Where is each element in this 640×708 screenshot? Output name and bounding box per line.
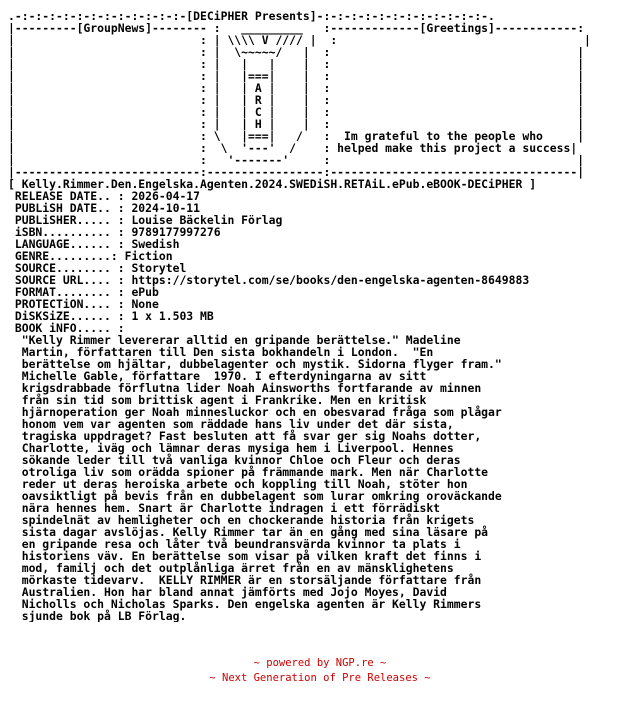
book-description — [8, 334, 634, 622]
group-line: .-:-:-:-:-:-:-:-:-:-:-:-:-[DECiPHER Presents]-:-:-:-:-:-:-:-:-:-:-:-:-. — [8, 10, 495, 23]
description-line: otroliga liv som orädda spioner på främmande mark. Men när Charlotte — [8, 465, 489, 479]
info-line: PUBLiSH DATE.. : 2024-10-11 — [8, 201, 201, 215]
info-line: GENRE.........: Fiction — [8, 249, 173, 263]
panel-line: | : | | R | | : | — [8, 93, 585, 107]
description-line: Nicholls och Nicholas Sparks. Den engelska agenten är Kelly Rimmers — [8, 597, 482, 611]
footer — [0, 656, 640, 686]
panel-line: | : '-------' : | — [8, 153, 585, 167]
info-line: SOURCE URL.... : https://storytel.com/se/books/den-engelska-agenten-8649883 — [8, 273, 530, 287]
release-info — [8, 190, 634, 334]
description-line: honom vem var agenten som räddade hans liv under det där sista, — [8, 417, 454, 431]
panel-line: |---------------------------:-----------------:------------------------------------| — [8, 165, 585, 179]
description-line: sökande leder till två vanliga kvinnor Chloe och Fleur och deras — [8, 453, 461, 467]
nfo-document — [8, 10, 634, 622]
header-panels — [8, 22, 634, 178]
panel-line: | : | | | | : | — [8, 57, 585, 71]
info-line: DiSKSiZE...... : 1 x 1.503 MB — [8, 309, 214, 323]
info-line: BOOK iNFO..... : — [8, 321, 125, 335]
panel-line: | : \ |===| / : Im grateful to the people who | — [8, 129, 585, 143]
description-line: mod, familj och det outplånliga ärret från en av mänsklighetens — [8, 561, 454, 575]
panel-line: |---------[GroupNews]-------- : _________ :-------------[Greetings]------------: — [8, 21, 585, 35]
info-line: PROTECTiON.... : None — [8, 297, 159, 311]
panel-line: | : | \\\\ V //// | : | — [8, 33, 591, 47]
panel-line: | : | | A | | : | — [8, 81, 585, 95]
description-line: Martin, författaren till Den sista bokhandeln i London. "En — [8, 345, 434, 359]
panel-line: | : | | H | | : | — [8, 117, 585, 131]
info-line: RELEASE DATE.. : 2026-04-17 — [8, 189, 201, 203]
description-line: krigsdrabbade förflutna lider Noah Ainsworths fortfarande av minnen — [8, 381, 482, 395]
powered-by-link[interactable]: ~ powered by NGP.re ~ — [253, 657, 387, 669]
description-line: från sin tid som brittisk agent i Frankrike. Men en kritisk — [8, 393, 427, 407]
info-line: LANGUAGE...... : Swedish — [8, 237, 180, 251]
release-name: [ Kelly.Rimmer.Den.Engelska.Agenten.2024.SWEDiSH.RETAiL.ePub.eBOOK-DECiPHER ] — [8, 177, 537, 191]
description-line: berättelse om hjältar, dubbelagenter och mystik. Sidorna flyger fram." — [8, 357, 502, 371]
description-line: historiens väv. En berättelse som visar på vilken kraft det finns i — [8, 549, 482, 563]
panel-line: | : | |===| | : | — [8, 69, 585, 83]
description-line: en gripande resa och låter två beundransvärda kvinnor ta plats i — [8, 537, 461, 551]
info-line: iSBN.......... : 9789177997276 — [8, 225, 221, 239]
description-line: oavsiktligt på bevis från en dubbelagent som lurar omkring oroväckande — [8, 489, 502, 503]
description-line: mörkaste tidevarv. KELLY RIMMER är en storsäljande författare från — [8, 573, 482, 587]
panel-line: | : \ '---' / : helped make this project a success| — [8, 141, 578, 155]
panel-line: | : | \~~~~~/ | : | — [8, 45, 585, 59]
description-line: reder ut deras heroiska arbete och koppling till Noah, stöter hon — [8, 477, 468, 491]
info-line: PUBLiSHER..... : Louise Bäckelin Förlag — [8, 213, 283, 227]
info-line: FORMAT........ : ePub — [8, 285, 159, 299]
description-line: Charlotte, iväg och lämnar deras mysiga hem i Liverpool. Hennes — [8, 441, 454, 455]
description-line: spindelnät av hemligheter och en chockerande historia från krigets — [8, 513, 475, 527]
description-line: "Kelly Rimmer levererar alltid en gripande berättelse." Madeline — [8, 333, 461, 347]
description-line: Australien. Hon har bland annat jämförts med Jojo Moyes, David — [8, 585, 447, 599]
description-line: tragiska uppdraget? Fast besluten att få svar ger sig Noahs dotter, — [8, 429, 482, 443]
description-line: Michelle Gable, författare 1970. I efterdyningarna av sitt — [8, 369, 427, 383]
description-line: hjärnoperation ger Noah minnesluckor och en obesvarad fråga som plågar — [8, 405, 502, 419]
description-line: sista dagar avslöjas. Kelly Rimmer tar än en gång med sina läsare på — [8, 525, 489, 539]
description-line: nära hennes hem. Snart är Charlotte indragen i ett förrädiskt — [8, 501, 441, 515]
footer-tagline: ~ Next Generation of Pre Releases ~ — [209, 672, 431, 684]
panel-line: | : | | C | | : | — [8, 105, 585, 119]
description-line: sjunde bok på LB Förlag. — [8, 609, 187, 622]
info-line: SOURCE........ : Storytel — [8, 261, 187, 275]
